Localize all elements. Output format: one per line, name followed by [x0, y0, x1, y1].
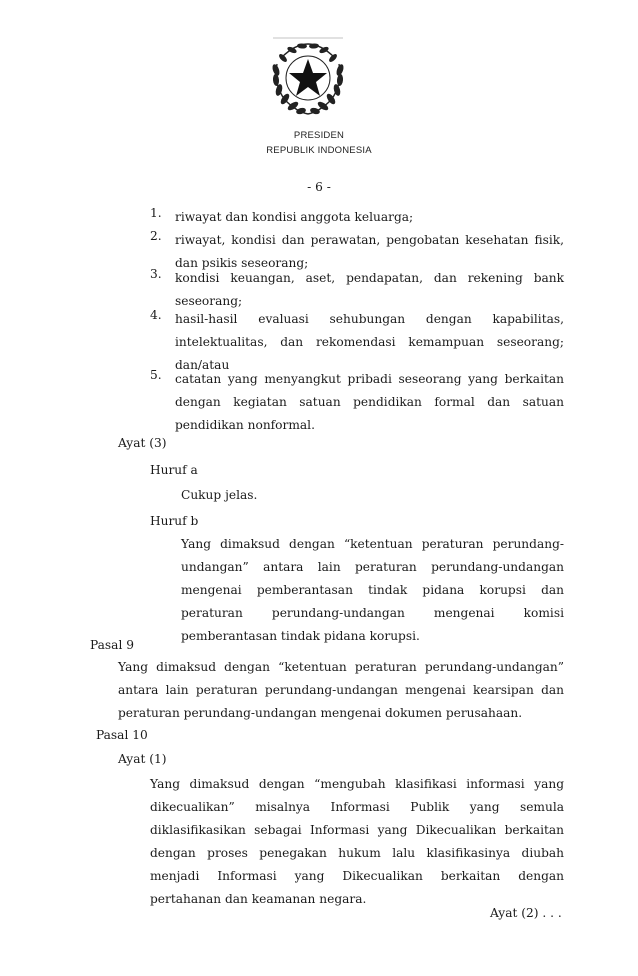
list-item-text: hasil-hasil evaluasi sehubungan dengan kapabilitas, intelektualitas, dan rekomendasi kemampuan seseorang; dan/atau [175, 312, 564, 372]
list-item-number: 3. [150, 267, 162, 281]
huruf-b-heading: Huruf b [150, 514, 199, 528]
star-icon [289, 59, 327, 96]
list-item-number: 5. [150, 368, 162, 382]
pasal-10-heading: Pasal 10 [96, 728, 148, 742]
pasal-9-text: Yang dimaksud dengan “ketentuan peraturan perundang-undangan” antara lain peraturan perundang-undangan mengenai kearsipan dan peraturan perundang-undangan mengenai dokumen perusahaan. [118, 660, 564, 720]
page-number: - 6 - [307, 180, 331, 194]
list-item-number: 2. [150, 229, 162, 243]
list-item-text: riwayat dan kondisi anggota keluarga; [175, 210, 414, 224]
garuda-star-wreath-emblem [265, 34, 351, 120]
list-item-text: catatan yang menyangkut pribadi seseorang yang berkaitan dengan kegiatan satuan pendidikan formal dan satuan pendidikan nonformal. [175, 372, 564, 432]
huruf-a-heading: Huruf a [150, 463, 198, 477]
pasal-10-ayat-1-heading: Ayat (1) [118, 752, 167, 766]
pasal-10-ayat-1-text: Yang dimaksud dengan “mengubah klasifikasi informasi yang dikecualikan” misalnya Informasi Publik yang semula diklasifikasikan sebagai Informasi yang Dikecualikan berkaitan dengan proses penegakan hukum lalu klasifikasinya diubah menjadi Informasi yang Dikecualikan berkaitan dengan pertahanan dan keamanan negara. [150, 777, 564, 906]
list-item-number: 1. [150, 206, 162, 220]
list-item-number: 4. [150, 308, 162, 322]
huruf-a-text: Cukup jelas. [181, 488, 258, 502]
header-republik-indonesia: REPUBLIK INDONESIA [266, 145, 372, 156]
huruf-b-text: Yang dimaksud dengan “ketentuan peraturan perundang-undangan” antara lain peraturan perundang-undangan mengenai pemberantasan tindak pidana korupsi dan peraturan perundang-undangan mengenai komisi pemberantasan tindak pidana korupsi. [181, 537, 564, 643]
list-item-text: riwayat, kondisi dan perawatan, pengobatan kesehatan fisik, dan psikis seseorang; [175, 233, 564, 270]
header-presiden: PRESIDEN [293, 130, 345, 141]
continuation-note: Ayat (2) . . . [490, 906, 562, 920]
list-item-text: kondisi keuangan, aset, pendapatan, dan rekening bank seseorang; [175, 271, 564, 308]
ayat-3-heading: Ayat (3) [118, 436, 167, 450]
pasal-9-heading: Pasal 9 [90, 638, 134, 652]
